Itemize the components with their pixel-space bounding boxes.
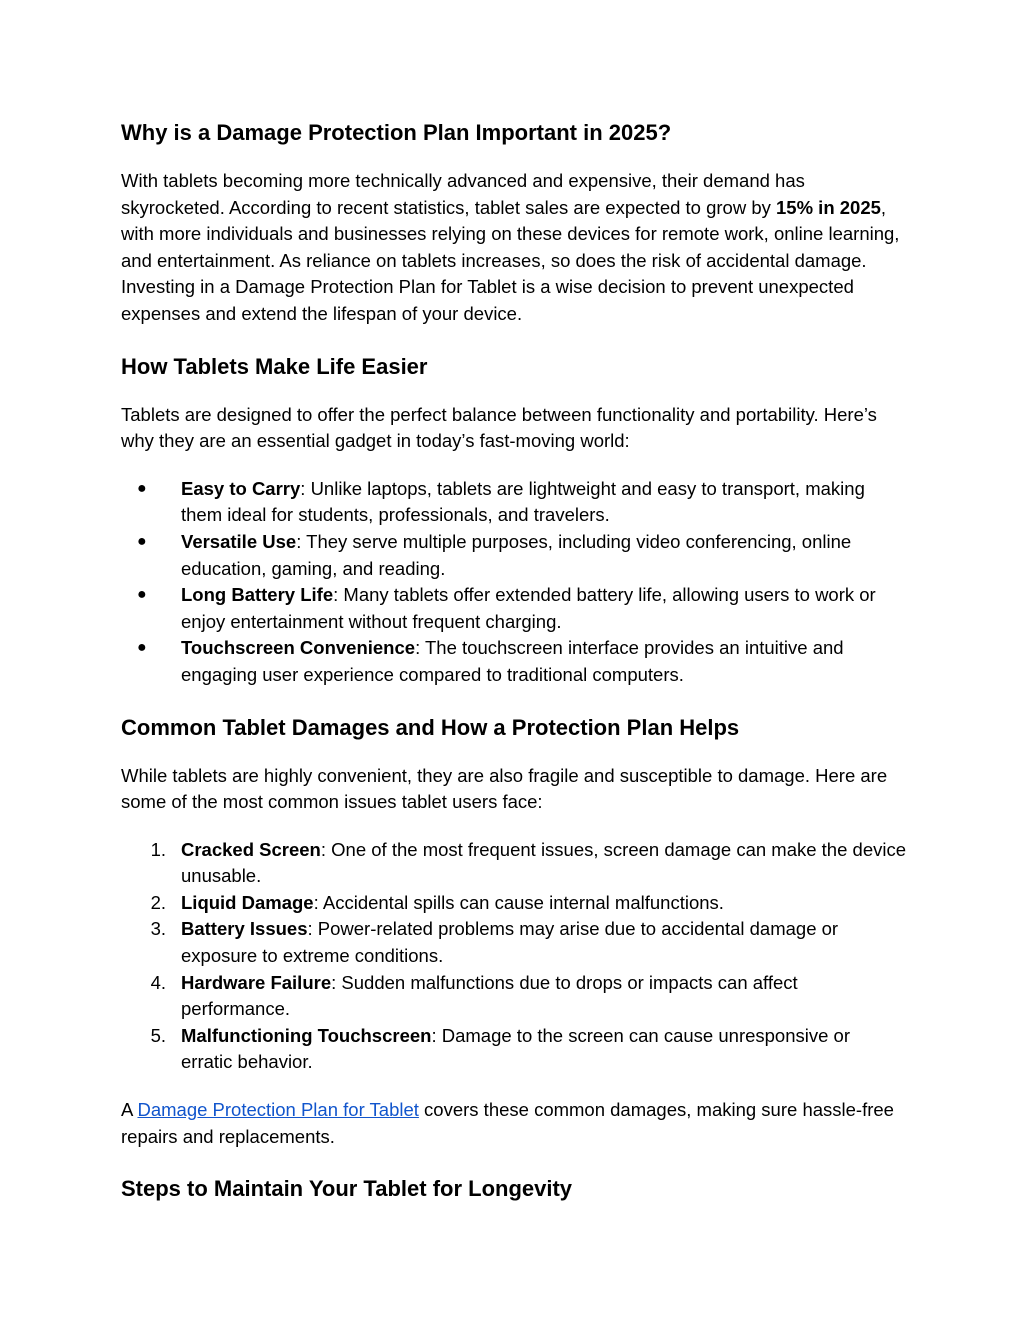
bullet-marker: ●	[137, 639, 147, 657]
list-item-term: Touchscreen Convenience	[181, 637, 416, 659]
list-item-term: Easy to Carry	[181, 477, 301, 499]
list-item	[121, 890, 906, 917]
bullet-marker: ●	[137, 586, 147, 604]
bold-stat: 15% in 2025	[776, 196, 881, 218]
paragraph-text: A	[121, 1099, 138, 1121]
list-item-term: Versatile Use	[181, 530, 297, 552]
section-heading: Why is a Damage Protection Plan Important in 2025?	[121, 120, 672, 145]
protection-plan-link[interactable]: Damage Protection Plan for Tablet	[137, 1099, 419, 1121]
list-item-term: Malfunctioning Touchscreen	[181, 1024, 432, 1046]
list-item	[121, 529, 906, 582]
list-item-text: : They serve multiple purposes, including video conferencing, online education, gaming, and reading.	[181, 530, 852, 579]
list-item	[121, 970, 906, 1023]
bullet-marker: ●	[137, 479, 147, 497]
paragraph	[121, 168, 906, 328]
list-number: 1.	[150, 838, 166, 860]
list-item-text: : The touchscreen interface provides an intuitive and engaging user experience compared to traditional computers.	[181, 637, 844, 685]
list-item-text: : Power-related problems may arise due to accidental damage or exposure to extreme conditions.	[181, 918, 839, 967]
list-number: 2.	[150, 891, 166, 913]
list-number: 4.	[150, 971, 166, 993]
list-item-term: Long Battery Life	[181, 584, 334, 606]
list-number: 5.	[150, 1024, 166, 1046]
bullet-marker: ●	[137, 532, 147, 550]
list-item-text: : Sudden malfunctions due to drops or impacts can affect performance.	[181, 971, 798, 1020]
document-page	[121, 118, 906, 1204]
list-item-text: : One of the most frequent issues, screen damage can make the device unusable.	[181, 838, 907, 887]
paragraph	[121, 1097, 906, 1150]
paragraph: While tablets are highly convenient, they are also fragile and susceptible to damage. Here are some of the most common issues tablet users face:	[121, 764, 888, 813]
paragraph-text: covers these common damages, making sure hassle-free repairs and replacements.	[121, 1099, 894, 1147]
list-item	[121, 635, 906, 688]
benefits-list	[121, 476, 906, 689]
list-item-term: Cracked Screen	[181, 838, 321, 860]
paragraph-text: With tablets becoming more technically advanced and expensive, their demand has skyrocketed. According to recent statistics, tablet sales are expected to grow by	[121, 170, 805, 218]
list-item	[121, 582, 906, 635]
damages-list	[121, 837, 906, 1076]
section-heading: Steps to Maintain Your Tablet for Longevity	[121, 1176, 573, 1202]
paragraph-text: , with more individuals and businesses relying on these devices for remote work, online learning, and entertainment. As reliance on tablets increases, so does the risk of accidental damage. Investing in a Damage Protection Plan for Tablet is a wise decision to prevent unexpected expenses and extend the lifespan of your device.	[121, 196, 900, 324]
list-item-term: Hardware Failure	[181, 971, 332, 993]
paragraph: Tablets are designed to offer the perfect balance between functionality and portability. Here’s why they are an essential gadget in today’s fast-moving world:	[121, 403, 877, 452]
list-item	[121, 1023, 906, 1076]
list-item-term: Battery Issues	[181, 918, 308, 940]
list-item	[121, 837, 906, 890]
list-item	[121, 476, 906, 529]
list-number: 3.	[150, 918, 166, 940]
list-item	[121, 916, 906, 969]
list-item-text: : Accidental spills can cause internal malfunctions.	[313, 891, 724, 913]
list-item-text: : Unlike laptops, tablets are lightweight and easy to transport, making them ideal for students, professionals, and travelers.	[181, 477, 865, 526]
section-heading: How Tablets Make Life Easier	[121, 353, 428, 379]
list-item-term: Liquid Damage	[181, 891, 314, 913]
list-item-text: : Damage to the screen can cause unresponsive or erratic behavior.	[181, 1024, 850, 1073]
list-item-text: : Many tablets offer extended battery life, allowing users to work or enjoy entertainment without frequent charging.	[181, 584, 876, 632]
section-heading: Common Tablet Damages and How a Protection Plan Helps	[121, 714, 740, 740]
